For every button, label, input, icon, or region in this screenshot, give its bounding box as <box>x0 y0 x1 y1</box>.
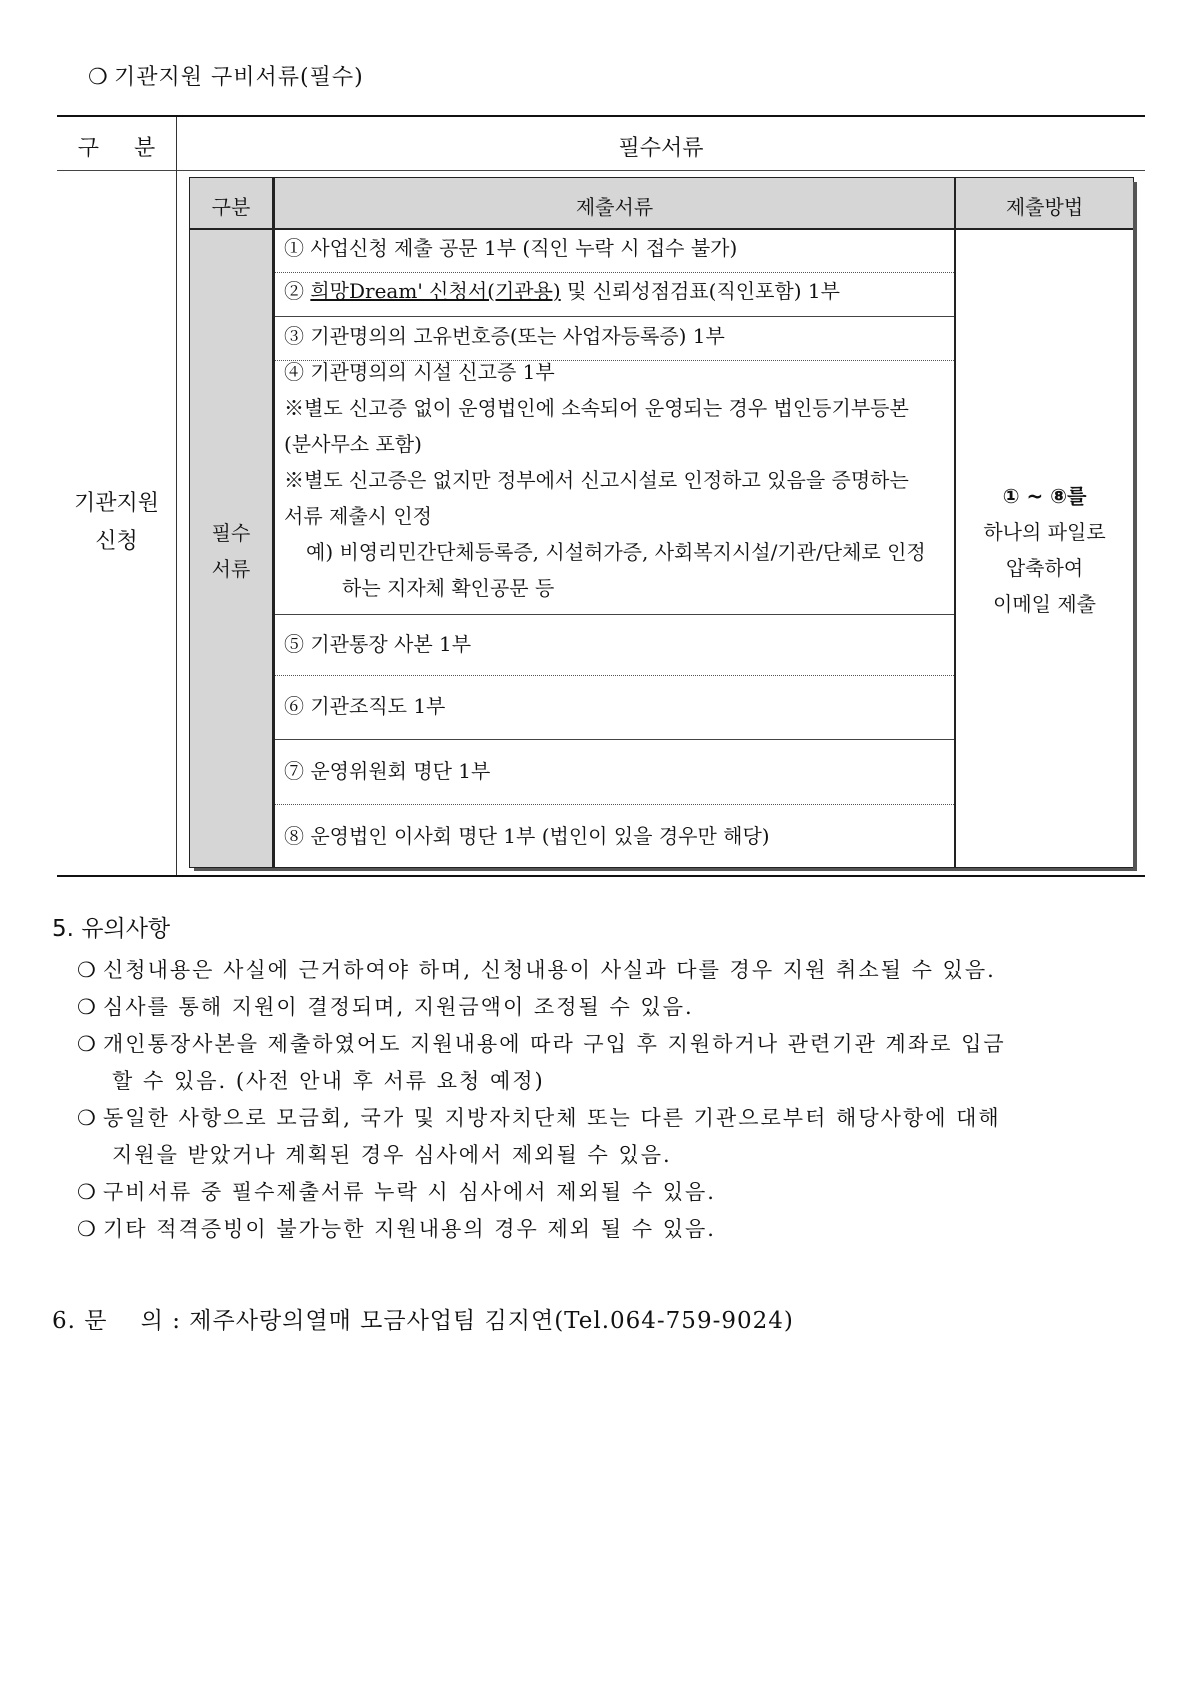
col-header-required-docs: 필수서류 <box>618 136 704 161</box>
notes-list <box>77 952 1117 1248</box>
table-top-rule <box>57 115 1145 117</box>
doc-item-2-suffix: 및 신뢰성점검표(직인포함) 1부 <box>560 279 840 303</box>
note-text: 신청내용은 사실에 근거하여야 하며, 신청내용이 사실과 다를 경우 지원 취소될 수 있음. <box>103 958 996 982</box>
col-header-category: 구 분 <box>77 136 170 161</box>
doc-item-4 <box>275 354 954 606</box>
doc-item-text: ※별도 신고증 없이 운영법인에 소속되어 운영되는 경우 법인등기부등본 <box>284 396 909 420</box>
doc-item-text: ⑤ 기관통장 사본 1부 <box>284 632 472 656</box>
doc-item-text: ⑧ 운영법인 이사회 명단 1부 (법인이 있을 경우만 해당) <box>284 824 770 848</box>
section-heading-text: 기관지원 구비서류(필수) <box>114 65 364 90</box>
table-shadow-bottom <box>194 868 1137 871</box>
section5-title: 5. 유의사항 <box>52 916 171 942</box>
row-label-institution-application <box>57 485 176 561</box>
doc-item-2-prefix: ② <box>284 279 311 303</box>
note-item-continued <box>77 1137 1117 1174</box>
note-item <box>77 1211 1117 1248</box>
side-label-line2: 서류 <box>211 557 251 581</box>
section-heading <box>88 60 364 91</box>
doc-item-text: 서류 제출시 인정 <box>284 504 432 528</box>
circle-bullet-icon: ❍ <box>88 65 109 90</box>
circle-bullet-icon: ❍ <box>77 1217 98 1241</box>
note-text: 심사를 통해 지원이 결정되며, 지원금액이 조정될 수 있음. <box>103 995 694 1019</box>
row-separator <box>275 739 954 740</box>
doc-item-text: 하는 지자체 확인공문 등 <box>342 576 555 600</box>
doc-item-text: ④ 기관명의의 시설 신고증 1부 <box>284 360 555 384</box>
table-bottom-rule <box>57 875 1145 877</box>
doc-item-7 <box>275 753 954 789</box>
row-separator <box>275 316 954 317</box>
doc-item-text: ⑥ 기관조직도 1부 <box>284 694 446 718</box>
side-label-required <box>190 515 272 587</box>
inner-header-method: 제출방법 <box>1005 195 1084 219</box>
doc-item-8 <box>275 818 954 854</box>
method-line3: 압축하여 <box>1005 556 1084 580</box>
method-line2: 하나의 파일로 <box>983 520 1106 544</box>
note-item <box>77 952 1117 989</box>
circle-bullet-icon: ❍ <box>77 1180 98 1204</box>
submission-method <box>956 478 1133 622</box>
note-text: 개인통장사본을 제출하였어도 지원내용에 따라 구입 후 지원하거나 관련기관 계좌로 입금 <box>103 1032 1006 1056</box>
doc-item-text: ⑦ 운영위원회 명단 1부 <box>284 759 491 783</box>
note-item <box>77 1100 1117 1137</box>
doc-item-2 <box>275 273 954 309</box>
row-separator <box>275 614 954 615</box>
note-text: 동일한 사항으로 모금회, 국가 및 지방자치단체 또는 다른 기관으로부터 해당사항에 대해 <box>103 1106 1001 1130</box>
doc-item-6 <box>275 688 954 724</box>
doc-item-text: (분사무소 포함) <box>284 432 422 456</box>
note-item-continued <box>77 1063 1117 1100</box>
doc-item-3 <box>275 318 954 354</box>
doc-item-text: ※별도 신고증은 없지만 정부에서 신고시설로 인정하고 있음을 증명하는 <box>284 468 909 492</box>
method-line4: 이메일 제출 <box>993 592 1096 616</box>
section6-contact: 6. 문 의 : 제주사랑의열매 모금사업팀 김지연(Tel.064-759-9024) <box>52 1308 794 1334</box>
doc-item-5 <box>275 626 954 662</box>
doc-item-text: ① 사업신청 제출 공문 1부 (직인 누락 시 접수 불가) <box>284 236 738 260</box>
doc-item-1 <box>275 230 954 266</box>
note-item <box>77 1026 1117 1063</box>
doc-item-2-underlined: 희망Dream' 신청서(기관용) <box>310 279 561 303</box>
inner-documents-table <box>189 177 1134 868</box>
circle-bullet-icon: ❍ <box>77 1032 98 1056</box>
table-shadow-right <box>1133 182 1137 871</box>
note-text: 할 수 있음. (사전 안내 후 서류 요청 예정) <box>112 1069 545 1093</box>
row-separator <box>275 804 954 805</box>
doc-item-text: 예) 비영리민간단체등록증, 시설허가증, 사회복지시설/기관/단체로 인정 <box>306 540 926 564</box>
circle-bullet-icon: ❍ <box>77 1106 98 1130</box>
row-label-line2: 신청 <box>95 529 138 554</box>
doc-item-text <box>284 273 954 309</box>
circle-bullet-icon: ❍ <box>77 995 98 1019</box>
doc-item-text: ③ 기관명의의 고유번호증(또는 사업자등록증) 1부 <box>284 324 725 348</box>
inner-header-category: 구분 <box>211 195 251 219</box>
note-text: 지원을 받았거나 계획된 경우 심사에서 제외될 수 있음. <box>112 1143 672 1167</box>
method-line1: ① ~ ⑧를 <box>1002 484 1087 508</box>
row-label-line1: 기관지원 <box>73 491 159 516</box>
note-text: 구비서류 중 필수제출서류 누락 시 심사에서 제외될 수 있음. <box>103 1180 716 1204</box>
side-label-line1: 필수 <box>211 521 251 545</box>
note-item <box>77 989 1117 1026</box>
note-item <box>77 1174 1117 1211</box>
table-column-divider <box>176 117 177 875</box>
row-separator <box>275 675 954 676</box>
table-header-rule <box>57 170 1145 171</box>
note-text: 기타 적격증빙이 불가능한 지원내용의 경우 제외 될 수 있음. <box>103 1217 716 1241</box>
circle-bullet-icon: ❍ <box>77 958 98 982</box>
inner-header-documents: 제출서류 <box>575 195 654 219</box>
